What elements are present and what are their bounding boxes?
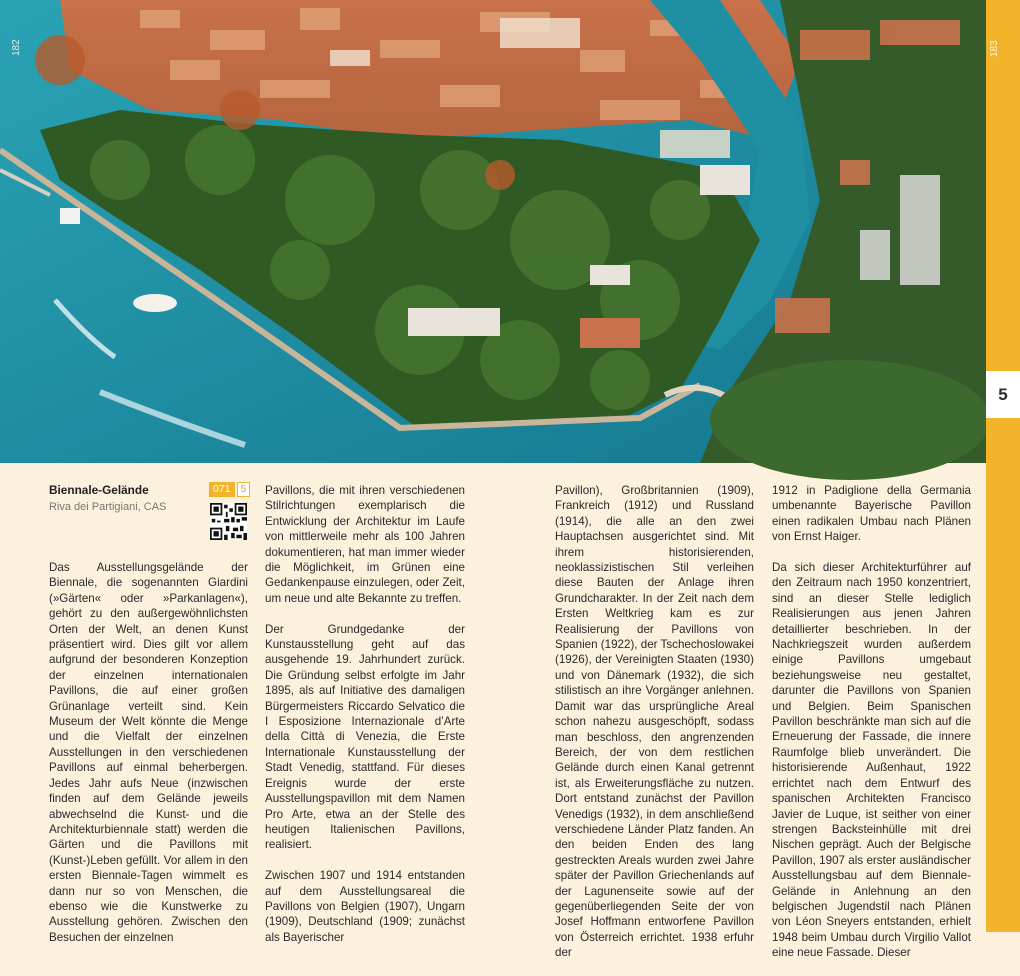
entry-badge [209, 482, 250, 497]
column-3 [555, 483, 754, 976]
column-2 [265, 483, 465, 961]
page-number-right: 183 [989, 40, 1000, 57]
paragraph: Das Ausstellungsgelände der Biennale, die sogenannten Giardini (»Gärten« oder »Parkanlagen«), gehört zu den außergewöhnlichsten Orten der Welt, an denen Kunst präsentiert wird. Dies gilt vor allem aufgrund der besonderen Konzeption der einzelnen internationalen Pavillons, die auf einer großen Grünanlage verteilt sind. Kein Museum der Welt könnte die Menge und die Vielfalt der einzelnen Ausstellungen in den verschiedenen Pavillons auf einmal beherbergen. Jedes Jahr aufs Neue (inzwischen finden auf dem Gelände jeweils abwechselnd die Kunst- und die Architekturbiennale statt) werden die Gärten und die Pavillons mit (Kunst-)Leben gefüllt. Vor allem in den ersten Biennale-Tagen wimmelt es dann nur so von Menschen, die ebenso wie die Kunstwerke zu Ausstellung gehören. Zwischen den Besuchen der einzelnen [49, 561, 248, 944]
chapter-tab[interactable]: 5 [986, 371, 1020, 418]
paragraph: Der Grundgedanke der Kunstausstellung geht auf das ausgehende 19. Jahrhundert zurück. Die Gründung selbst erfolgte im Jahr 1895, als auf Initiative des damaligen Bürgermeisters Riccardo Selvatico die I Esposizione Internazionale d’Arte della Città di Venezia, die Erste Internationale Kunstausstellung der Stadt Venedig, stattfand. Für dieses Ereignis wurde der erste Ausstellungspavillon mit dem Namen Pro Arte, etwa an der Stelle des heutigen Italienischen Pavillons, realisiert. [265, 622, 465, 852]
paragraph: Pavillon), Großbritannien (1909), Frankreich (1912) und Russland (1914), die alle an den zwei Hauptachsen ausgerichtet sind. Mit ihrem historisierenden, neoklassizistischen Stil verleihen diese Bauten der Anlage ihren Grundcharakter. In der Zeit nach dem Ersten Weltkrieg kam es zur Realisierung der Pavillons von Spanien (1922), der Tschechoslowakei (1926), der Vereinigten Staaten (1930) und von Dänemark (1932), die sich stilistisch an ihre Vorgänger anlehnen. Damit war das ursprüngliche Areal schon nahezu ausgeschöpft, sodass man beschloss, den angrenzenden Bereich, der von dem restlichen Gelände durch einen Kanal getrennt ist, als Erweiterungsfläche zu nutzen. Dort entstand zunächst der Pavillon Venedigs (1932), in dem anschließend verschiedene Länder Platz fanden. An den beiden Enden des lang gestreckten Areals wurden zwei Jahre später der Pavillon Griechenlands auf der Lagunenseite sowie auf der gegenüberliegenden Seite der von Josef Hoffmann entworfene Pavillon von Österreich errichtet. 1938 erfuhr der [555, 484, 754, 960]
column-4 [772, 483, 971, 976]
paragraph: Da sich dieser Architekturführer auf den Zeitraum nach 1950 konzentriert, sind an dieser Stelle lediglich Realisierungen aus jenen Jahren detaillierter beschrieben. In der Nachkriegszeit wurden außerdem einige Pavillons umgebaut beziehungsweise neu gestaltet, darunter die Pavillons von Spanien und Belgien. Beim Spanischen Pavillon beschränkte man sich auf die Erneuerung der Fassade, die innere Raumfolge blieb unverändert. Die historisierende Außenhaut, 1922 errichtet nach dem Entwurf des spanischen Architekten Francisco Javier de Luque, ist seither von einer strengen Backsteinhülle mit drei Nischen geprägt. Auch der Belgische Pavillon, 1907 als erster ausländischer Ausstellungsbau auf dem Biennale-Gelände in Anlehnung an den belgischen Jugendstil nach Plänen von Léon Sneyers entstanden, erhielt 1948 beim Umbau durch Virgilio Vallot eine neue Fassade. Dieser [772, 561, 971, 960]
entry-number: 071 [209, 482, 235, 497]
chapter-sidebar [986, 0, 1020, 932]
entry-address: Riva dei Partigiani, CAS [49, 501, 167, 514]
paragraph: Zwischen 1907 und 1914 entstanden auf dem Ausstellungsareal die Pavillons von Belgien (1907), Ungarn (1909), Deutschland (1909; zunächst als Bayerischer [265, 869, 465, 944]
column-1 [49, 560, 248, 961]
entry-title: Biennale-Gelände [49, 483, 149, 497]
aerial-photo-drawing [0, 0, 986, 463]
paragraph: Pavillons, die mit ihren verschiedenen Stilrichtungen exemplarisch die Entwicklung der Architektur im Laufe von mittlerweile mehr als 100 Jahren dokumentieren, hat man immer wieder die Möglichkeit, im Grünen eine Gedankenpause einzulegen, oder Zeit, um neue und alte Bekannte zu treffen. [265, 484, 465, 605]
page-number-left: 182 [11, 39, 22, 56]
entry-chapter: 5 [237, 482, 251, 497]
aerial-photo [0, 0, 986, 463]
qr-code-icon[interactable] [210, 503, 247, 540]
paragraph: 1912 in Padiglione della Germania umbenannte Bayerische Pavillon einen radikalen Umbau nach Plänen von Ernst Haiger. [772, 484, 971, 544]
